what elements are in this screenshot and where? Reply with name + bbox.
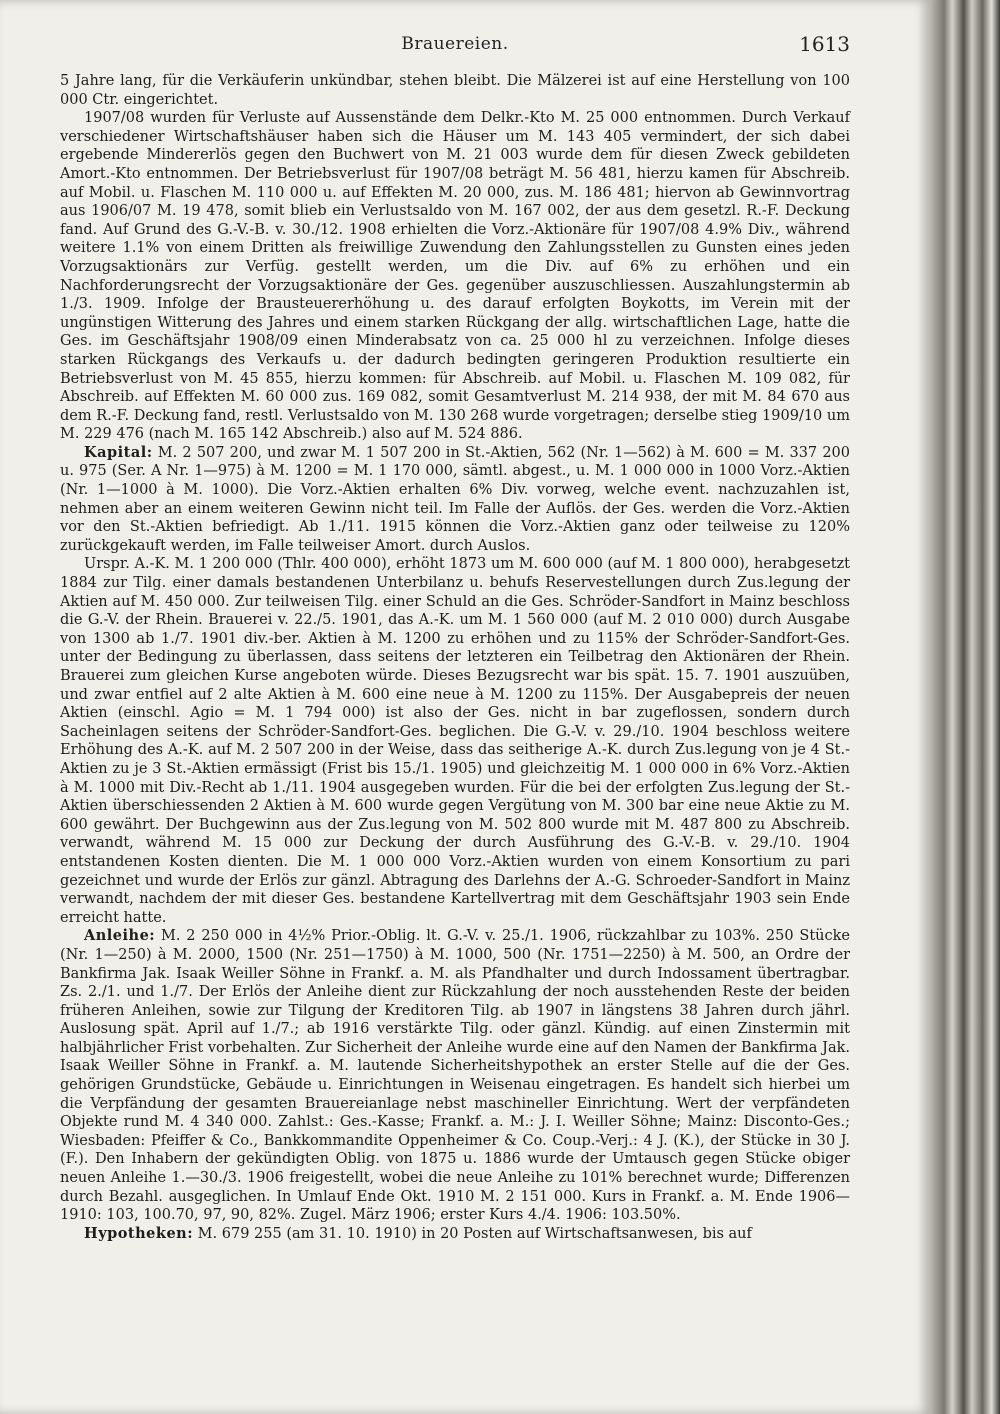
- paragraph-capital-history: Urspr. A.-K. M. 1 200 000 (Thlr. 400 000), erhöht 1873 um M. 600 000 (auf M. 1 800 000), herabgesetzt 1884 zur Tilg. einer damals bestandenen Unterbilanz u. behufs Reservestellungen durch Zus.legung der Aktien auf M. 450 000. Zur teilweisen Tilg. einer Schuld an die Ges. Schröder-Sandfort in Mainz beschloss die G.-V. der Rhein. Brauerei v. 22./5. 1901, das A.-K. um M. 1 560 000 (auf M. 2 010 000) durch Ausgabe von 1300 ab 1./7. 1901 div.-ber. Aktien à M. 1200 zu erhöhen und zu 115% der Schröder-Sandfort-Ges. unter der Bedingung zu überlassen, dass seitens der letzteren ein Teilbetrag den Aktionären der Rhein. Brauerei zum gleichen Kurse angeboten würde. Dieses Bezugsrecht war bis spät. 15. 7. 1901 auszuüben, und zwar entfiel auf 2 alte Aktien à M. 600 eine neue à M. 1200 zu 115%. Der Ausgabepreis der neuen Aktien (einschl. Agio = M. 1 794 000) ist also der Ges. nicht in bar zugeflossen, sondern durch Sacheinlagen seitens der Schröder-Sandfort-Ges. beglichen. Die G.-V. v. 29./10. 1904 beschloss weitere Erhöhung des A.-K. auf M. 2 507 200 in der Weise, dass das seitherige A.-K. durch Zus.legung von je 4 St.-Aktien zu je 3 St.-Aktien ermässigt (Frist bis 15./1. 1905) und gleichzeitig M. 1 000 000 in 6% Vorz.-Aktien à M. 1000 mit Div.-Recht ab 1./11. 1904 ausgegeben wurden. Für die bei der erfolgten Zus.legung der St.-Aktien überschiessenden 2 Aktien à M. 600 wurde gegen Vergütung von M. 300 bar eine neue Aktie zu M. 600 gewährt. Der Buchgewinn aus der Zus.legung von M. 502 800 wurde mit M. 487 800 zu Abschreib. verwandt, während M. 15 000 zur Deckung der durch Ausführung des G.-V.-B. v. 29./10. 1904 entstandenen Kosten dienten. Die M. 1 000 000 Vorz.-Aktien wurden von einem Konsortium zu pari gezeichnet und wurde der Erlös zur gänzl. Abtragung des Darlehns der A.-G. Schroeder-Sandfort in Mainz verwandt, nachdem der mit dieser Ges. bestandene Kartellvertrag mit dem Geschäftsjahr 1903 sein Ende erreicht hatte.: [60, 556, 850, 926]
- paragraph-intro: 5 Jahre lang, für die Verkäuferin unkündbar, stehen bleibt. Die Mälzerei ist auf eine Herstellung von 100 000 Ctr. eingerichtet.: [60, 73, 850, 108]
- section-label-kapital: Kapital:: [84, 443, 153, 461]
- paragraph-losses: 1907/08 wurden für Verluste auf Aussenstände dem Delkr.-Kto M. 25 000 entnommen. Durch Verkauf verschiedener Wirtschaftshäuser haben sich die Häuser um M. 143 405 vermindert, der sich dabei ergebende Mindererlös gegen den Buchwert von M. 21 003 wurde dem für diesen Zweck gebildeten Amort.-Kto entnommen. Der Betriebsverlust für 1907/08 beträgt M. 56 481, hierzu kamen für Abschreib. auf Mobil. u. Flaschen M. 110 000 u. auf Effekten M. 20 000, zus. M. 186 481; hiervon ab Gewinnvortrag aus 1906/07 M. 19 478, somit blieb ein Verlustsaldo von M. 167 002, der aus dem gesetzl. R.-F. Deckung fand. Auf Grund des G.-V.-B. v. 30./12. 1908 erhielten die Vorz.-Aktionäre für 1907/08 4.9% Div., während weitere 1.1% von einem Dritten als freiwillige Zuwendung den Zahlungsstellen zu Gunsten eines jeden Vorzugsaktionärs zur Verfüg. gestellt werden, um die Div. auf 6% zu erhöhen und ein Nachforderungsrecht der Vorzugsaktionäre der Ges. gegenüber auszuschliessen. Auszahlungstermin ab 1./3. 1909. Infolge der Brausteuererhöhung u. des darauf erfolgten Boykotts, im Verein mit der ungünstigen Witterung des Jahres und einem starken Rückgang der allg. wirtschaftlichen Lage, hatte die Ges. im Geschäftsjahr 1908/09 einen Minderabsatz von ca. 25 000 hl zu verzeichnen. Infolge dieses starken Rückgangs des Verkaufs u. der dadurch bedingten geringeren Produktion resultierte ein Betriebsverlust von M. 45 855, hierzu kommen: für Abschreib. auf Mobil. u. Flaschen M. 109 082, für Abschreib. auf Effekten M. 60 000 zus. 169 082, somit Gesamtverlust M. 214 938, der mit M. 84 670 aus dem R.-F. Deckung fand, restl. Verlustsaldo von M. 130 268 wurde vorgetragen; derselbe stieg 1909/10 um M. 229 476 (nach M. 165 142 Abschreib.) also auf M. 524 886.: [60, 110, 850, 443]
- section-label-anleihe: Anleihe:: [84, 927, 156, 945]
- paragraph-anleihe: Anleihe: M. 2 250 000 in 4½% Prior.-Oblig. lt. G.-V. v. 25./1. 1906, rückzahlbar zu 103%. 250 Stücke (Nr. 1—250) à M. 2000, 1500 (Nr. 251—1750) à M. 1000, 500 (Nr. 1751—2250) à M. 500, an Ordre der Bankfirma Jak. Isaak Weiller Söhne in Frankf. a. M. als Pfandhalter und durch Indossament übertragbar. Zs. 2./1. und 1./7. Der Erlös der Anleihe dient zur Rückzahlung der noch ausstehenden Reste der beiden früheren Anleihen, sowie zur Tilgung der Kreditoren Tilg. ab 1907 in längstens 38 Jahren durch jährl. Auslosung spät. April auf 1./7.; ab 1916 verstärkte Tilg. oder gänzl. Kündig. auf einen Zinstermin mit halbjährlicher Frist vorbehalten. Zur Sicherheit der Anleihe wurde eine auf den Namen der Bankfirma Jak. Isaak Weiller Söhne in Frankf. a. M. lautende Sicherheitshypothek an erster Stelle auf die der Ges. gehörigen Grundstücke, Gebäude u. Einrichtungen in Weisenau eingetragen. Es handelt sich hierbei um die Verpfändung der gesamten Brauereianlage nebst maschineller Einrichtung. Wert der verpfändeten Objekte rund M. 4 340 000. Zahlst.: Ges.-Kasse; Frankf. a. M.: J. I. Weiller Söhne; Mainz: Disconto-Ges.; Wiesbaden: Pfeiffer & Co., Bankkommandite Oppenheimer & Co. Coup.-Verj.: 4 J. (K.), der Stücke in 30 J. (F.). Den Inhabern der gekündigten Oblig. von 1875 u. 1886 wurde der Umtausch gegen Stücke obiger neuen Anleihe 1.—30./3. 1906 freigestellt, wobei die neue Anleihe zu 101% berechnet wurde; Differenzen durch Bezahl. ausgeglichen. In Umlauf Ende Okt. 1910 M. 2 151 000. Kurs in Frankf. a. M. Ende 1906—1910: 103, 100.70, 97, 90, 82%. Zugel. März 1906; erster Kurs 4./4. 1906: 103.50%.: [60, 927, 850, 1224]
- paragraph-hypotheken: Hypotheken: M. 679 255 (am 31. 10. 1910) in 20 Posten auf Wirtschaftsanwesen, bis auf: [84, 1224, 752, 1242]
- book-edge: [930, 0, 1000, 1414]
- paragraph-kapital: Kapital: M. 2 507 200, und zwar M. 1 507 200 in St.-Aktien, 562 (Nr. 1—562) à M. 600 = M. 337 200 u. 975 (Ser. A Nr. 1—975) à M. 1200 = M. 1 170 000, sämtl. abgest., u. M. 1 000 000 in 1000 Vorz.-Aktien (Nr. 1—1000 à M. 1000). Die Vorz.-Aktien erhalten 6% Div. vorweg, welche event. nachzuzahlen ist, nehmen aber an einem weiteren Gewinn nicht teil. Im Falle der Auflös. der Ges. werden die Vorz.-Aktien vor den St.-Aktien befriedigt. Ab 1./11. 1915 können die Vorz.-Aktien ganz oder teilweise zu 120% zurückgekauft werden, im Falle teilweiser Amort. durch Auslos.: [60, 443, 850, 554]
- running-title: Brauereien.: [401, 34, 509, 54]
- section-label-hypotheken: Hypotheken:: [84, 1224, 194, 1242]
- page-number: 1613: [799, 32, 850, 56]
- body-text: [60, 72, 850, 1243]
- page-header: [60, 34, 850, 60]
